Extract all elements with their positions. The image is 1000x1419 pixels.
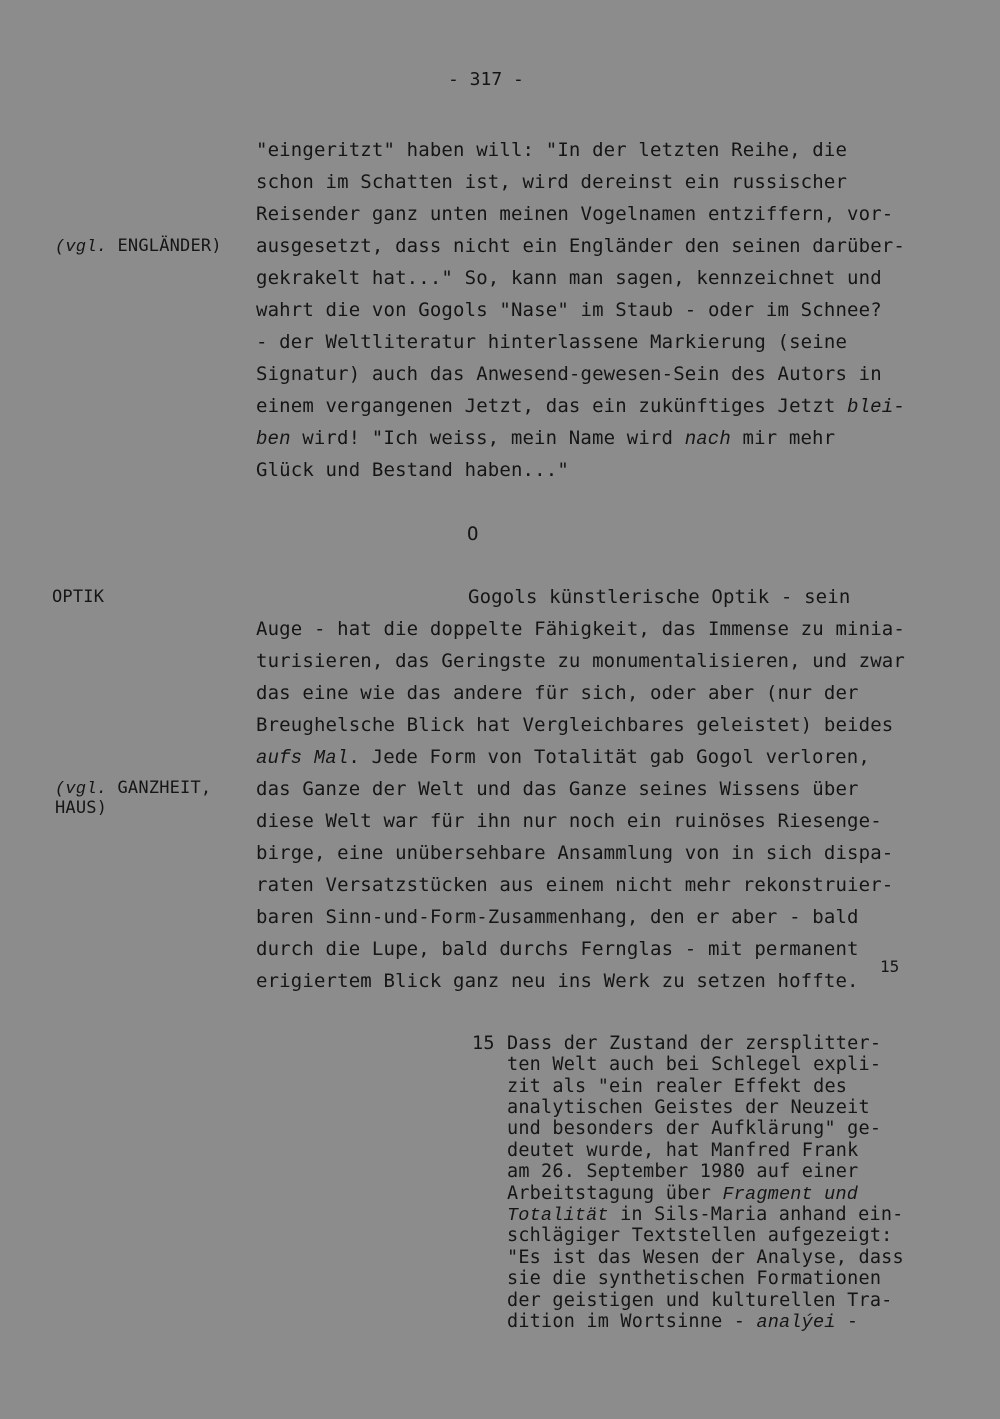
footnote-line: ten Welt auch bei Schlegel expli- (507, 1054, 882, 1075)
footnote-line: zit als "ein realer Effekt des (507, 1076, 848, 1097)
vgl-abbrev: (vgl. (55, 780, 108, 799)
text-line: Gogols künstlerische Optik - sein (468, 586, 851, 608)
text-line: - der Weltliteratur hinterlassene Markierung (seine (256, 331, 848, 353)
text-line: Auge - hat die doppelte Fähigkeit, das Immense zu minia- (256, 618, 905, 640)
text-span: . Jede Form von Totalität gab Gogol verloren, (348, 746, 870, 768)
footnote-reference: 15 (880, 957, 900, 976)
footnote-line: analytischen Geistes der Neuzeit (507, 1097, 870, 1118)
text-span: wird! "Ich weiss, mein Name wird (302, 427, 674, 449)
footnote-line: am 26. September 1980 auf einer (507, 1161, 859, 1182)
vgl-abbrev: (vgl. (55, 238, 108, 257)
text-line: ausgesetzt, dass nicht ein Engländer den seinen darüber- (256, 235, 905, 257)
text-line: diese Welt war für ihn nur noch ein ruinöses Riesenge- (256, 810, 882, 832)
margin-reference-haus: HAUS) (55, 798, 108, 818)
text-line: turisieren, das Geringste zu monumentalisieren, und zwar (256, 650, 905, 672)
text-line: raten Versatzstücken aus einem nicht mehr rekonstruier- (256, 874, 894, 896)
text-span: in Sils-Maria anhand ein- (620, 1204, 904, 1225)
text-line (256, 395, 905, 418)
margin-reference-ganzheit (55, 778, 211, 800)
footnote-number: 15 (472, 1033, 495, 1054)
italic-word: ben (256, 428, 291, 450)
text-line: Signatur) auch das Anwesend-gewesen-Sein des Autors in (256, 363, 882, 385)
text-line (256, 746, 870, 769)
text-span: Arbeitstagung über (507, 1183, 712, 1204)
footnote-line: schlägiger Textstellen aufgezeigt: (507, 1225, 893, 1246)
text-line: erigiertem Blick ganz neu ins Werk zu setzen hoffte. (256, 970, 859, 992)
footnote-line (507, 1183, 858, 1205)
text-line: wahrt die von Gogols "Nase" im Staub - oder im Schnee? (256, 299, 882, 321)
footnote-line: der geistigen und kulturellen Tra- (507, 1290, 893, 1311)
text-line: das eine wie das andere für sich, oder aber (nur der (256, 682, 859, 704)
margin-heading-optik: OPTIK (52, 587, 105, 607)
text-span: einem vergangenen Jetzt, das ein zukünftiges Jetzt (256, 395, 836, 417)
text-line: birge, eine unübersehbare Ansammlung von in sich dispa- (256, 842, 894, 864)
section-separator: O (467, 523, 479, 545)
text-line: gekrakelt hat..." So, kann man sagen, kennzeichnet und (256, 267, 882, 289)
text-line: Reisender ganz unten meinen Vogelnamen entziffern, vor- (256, 203, 894, 225)
italic-word: analýei (756, 1312, 836, 1333)
footnote-line (507, 1204, 904, 1226)
italic-title: Fragment und (722, 1184, 859, 1205)
text-span: dition im Wortsinne - (507, 1311, 746, 1332)
footnote-line: deutet wurde, hat Manfred Frank (507, 1140, 859, 1161)
text-line: Breughelsche Blick hat Vergleichbares geleistet) beides (256, 714, 894, 736)
margin-reference-englaender (55, 236, 222, 258)
text-line: das Ganze der Welt und das Ganze seines Wissens über (256, 778, 859, 800)
footnote-line: Dass der Zustand der zersplitter- (507, 1033, 882, 1054)
text-line: baren Sinn-und-Form-Zusammenhang, den er aber - bald (256, 906, 859, 928)
italic-title: Totalität (507, 1205, 609, 1226)
italic-word: nach (684, 428, 731, 450)
italic-word: blei- (847, 396, 905, 418)
text-line (256, 427, 835, 450)
text-span: mir mehr (742, 427, 836, 449)
footnote-line (507, 1311, 858, 1333)
text-line: durch die Lupe, bald durchs Fernglas - mit permanent (256, 938, 859, 960)
page-number: - 317 - (448, 69, 524, 90)
footnote-line: "Es ist das Wesen der Analyse, dass (507, 1247, 904, 1268)
text-line: schon im Schatten ist, wird dereinst ein russischer (256, 171, 848, 193)
margin-term: ENGLÄNDER) (117, 236, 222, 256)
text-span: - (846, 1311, 859, 1332)
footnote-line: sie die synthetischen Formationen (507, 1268, 882, 1289)
italic-word: aufs Mal (256, 747, 349, 769)
text-line: Glück und Bestand haben..." (256, 459, 569, 481)
footnote-line: und besonders der Aufklärung" ge- (507, 1118, 882, 1139)
margin-term: GANZHEIT, (117, 778, 212, 798)
text-line: "eingeritzt" haben will: "In der letzten Reihe, die (256, 139, 848, 161)
